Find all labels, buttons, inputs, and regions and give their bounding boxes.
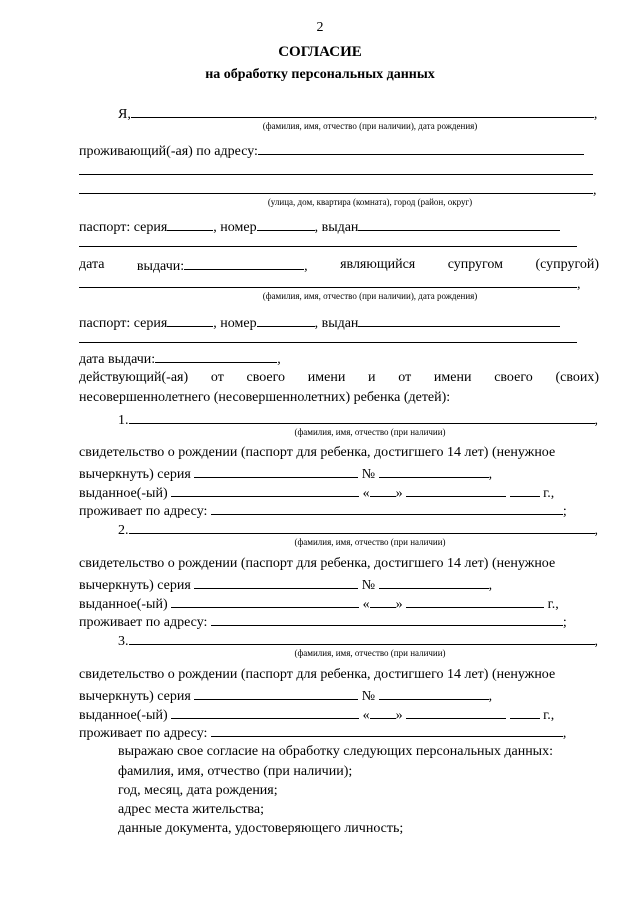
applicant-address-line-2[interactable]: [79, 174, 593, 175]
lives-label: проживает по адресу:: [79, 615, 208, 630]
word: от: [210, 370, 224, 385]
consent-item: адрес места жительства;: [118, 802, 264, 817]
applicant-passport-line-2[interactable]: [79, 246, 577, 247]
year-label: г.,: [547, 597, 559, 612]
child-1-cert-series-field[interactable]: [194, 464, 358, 478]
child-1-month-field[interactable]: [406, 483, 506, 497]
spouse-passport-line-2[interactable]: [79, 342, 577, 343]
quote: «: [362, 708, 370, 723]
word: супругом: [447, 257, 504, 272]
child-3-issued-row: [79, 705, 554, 724]
comma: ,: [594, 523, 598, 538]
quote: »: [395, 486, 403, 501]
issue-date-label: дата выдачи:: [79, 352, 156, 367]
applicant-fio-field[interactable]: [131, 104, 594, 118]
child-1-address-field[interactable]: [211, 501, 563, 515]
passport-number-label: , номер: [213, 316, 257, 331]
spouse-fio-field[interactable]: [79, 274, 577, 288]
child-2-date-field[interactable]: [406, 594, 544, 608]
consent-item: фамилия, имя, отчество (при наличии);: [118, 764, 353, 779]
semicolon: ;: [562, 615, 567, 630]
child-3-month-field[interactable]: [406, 705, 506, 719]
acting-line-2: несовершеннолетнего (несовершеннолетних) ребенка (детей):: [79, 390, 451, 405]
applicant-passport-number-field[interactable]: [257, 217, 315, 231]
word: и: [368, 370, 376, 385]
child-2-address-field[interactable]: [211, 612, 563, 626]
child-2-cert-row: вычеркнуть) серия № ,: [79, 575, 492, 594]
issued-label: выданное(-ый): [79, 486, 168, 501]
applicant-issue-date-field[interactable]: [184, 256, 304, 270]
issue-date-label: выдачи:: [136, 259, 185, 274]
spouse-issue-date-field[interactable]: [155, 349, 277, 363]
child-1-issued-row: [79, 483, 554, 502]
word: дата: [79, 257, 105, 272]
child-3-year-field[interactable]: [510, 705, 540, 719]
applicant-address-field[interactable]: [258, 141, 584, 155]
spouse-passport-row: [79, 313, 560, 332]
cert-number-label: №: [361, 578, 376, 593]
child-1-fio-field[interactable]: [129, 410, 595, 424]
child-2-cert-line-1: свидетельство о рождении (паспорт для ребенка, достигшего 14 лет) (ненужное: [79, 556, 556, 571]
child-3-cert-number-field[interactable]: [379, 686, 489, 700]
child-1-cert-row: вычеркнуть) серия № ,: [79, 464, 492, 483]
word: от: [398, 370, 412, 385]
applicant-address-line-3[interactable]: [79, 180, 593, 194]
spouse-issue-date-row: дата выдачи: ,: [79, 349, 281, 368]
year-label: г.,: [543, 486, 555, 501]
applicant-passport-series-field[interactable]: [167, 217, 213, 231]
quote: «: [362, 486, 370, 501]
passport-series-label: паспорт: серия: [79, 220, 168, 235]
spouse-fio-note: (фамилия, имя, отчество (при наличии), дата рождения): [262, 291, 478, 301]
word: являющийся: [340, 257, 416, 272]
passport-issued-label: , выдан: [314, 220, 359, 235]
passport-number-label: , номер: [213, 220, 257, 235]
document-title: СОГЛАСИЕ: [278, 44, 362, 60]
child-1-issued-by-field[interactable]: [171, 483, 359, 497]
child-1-day-field[interactable]: [370, 483, 396, 497]
comma: ,: [594, 634, 598, 649]
cert-series-label: вычеркнуть) серия: [79, 578, 191, 593]
acting-row: [79, 369, 599, 386]
child-3-address-field[interactable]: [211, 723, 563, 737]
child-2-address-row: [79, 612, 567, 631]
word: (супругой): [535, 257, 599, 272]
child-1-cert-line-1: свидетельство о рождении (паспорт для ребенка, достигшего 14 лет) (ненужное: [79, 445, 556, 460]
quote: «: [362, 597, 370, 612]
child-number: 3.: [118, 634, 129, 649]
child-3-fio-field[interactable]: [129, 631, 595, 645]
passport-series-label: паспорт: серия: [79, 316, 168, 331]
child-1-year-field[interactable]: [510, 483, 540, 497]
spouse-passport-number-field[interactable]: [257, 313, 315, 327]
applicant-address-note: (улица, дом, квартира (комната), город (район, округ): [267, 197, 473, 207]
word: действующий(-ая): [79, 370, 189, 385]
word: (своих): [555, 370, 599, 385]
word: имени: [307, 370, 346, 385]
child-1-fio-note: (фамилия, имя, отчество (при наличии): [294, 427, 446, 437]
consent-item: год, месяц, дата рождения;: [118, 783, 278, 798]
cert-number-label: №: [361, 689, 376, 704]
child-3-cert-series-field[interactable]: [194, 686, 358, 700]
word: своего: [494, 370, 533, 385]
child-number: 1.: [118, 413, 129, 428]
consent-intro: выражаю свое согласие на обработку следующих персональных данных:: [118, 744, 553, 759]
spouse-row: дата выдачи: , являющийся супругом (супругой): [79, 257, 599, 274]
document-subtitle: на обработку персональных данных: [205, 67, 435, 82]
child-3-cert-row: вычеркнуть) серия № ,: [79, 686, 492, 705]
child-3-cert-line-1: свидетельство о рождении (паспорт для ребенка, достигшего 14 лет) (ненужное: [79, 667, 556, 682]
year-label: г.,: [543, 708, 555, 723]
passport-issued-label: , выдан: [314, 316, 359, 331]
child-3-day-field[interactable]: [370, 705, 396, 719]
issued-label: выданное(-ый): [79, 597, 168, 612]
child-2-fio-note: (фамилия, имя, отчество (при наличии): [294, 537, 446, 547]
child-3-fio-note: (фамилия, имя, отчество (при наличии): [294, 648, 446, 658]
spouse-passport-series-field[interactable]: [167, 313, 213, 327]
issued-label: выданное(-ый): [79, 708, 168, 723]
consent-item: данные документа, удостоверяющего личность;: [118, 821, 404, 836]
word: своего: [246, 370, 286, 385]
child-2-fio-field[interactable]: [129, 520, 595, 534]
child-2-issued-by-field[interactable]: [171, 594, 359, 608]
child-1-address-row: [79, 501, 567, 520]
child-2-day-field[interactable]: [370, 594, 396, 608]
child-1-cert-number-field[interactable]: [379, 464, 489, 478]
child-number: 2.: [118, 523, 129, 538]
child-3-issued-by-field[interactable]: [171, 705, 359, 719]
child-2-cert-series-field[interactable]: [194, 575, 358, 589]
applicant-address-row: [79, 141, 584, 160]
applicant-passport-row: [79, 217, 560, 236]
semicolon: ;: [562, 504, 567, 519]
lives-label: проживает по адресу:: [79, 726, 208, 741]
lives-label: проживает по адресу:: [79, 504, 208, 519]
quote: »: [395, 597, 403, 612]
cert-series-label: вычеркнуть) серия: [79, 689, 191, 704]
applicant-fio-note: (фамилия, имя, отчество (при наличии), дата рождения): [262, 121, 478, 131]
applicant-passport-issued-field[interactable]: [358, 217, 560, 231]
comma: ,: [594, 413, 598, 428]
address-label: проживающий(-ая) по адресу:: [79, 144, 258, 159]
comma: ,: [593, 183, 597, 198]
cert-series-label: вычеркнуть) серия: [79, 467, 191, 482]
ya-label: Я,: [118, 107, 131, 122]
child-2-cert-number-field[interactable]: [379, 575, 489, 589]
child-3-address-row: [79, 723, 566, 742]
word: имени: [433, 370, 472, 385]
cert-number-label: №: [361, 467, 376, 482]
comma: ,: [577, 277, 581, 292]
page-number: 2: [316, 20, 324, 35]
quote: »: [395, 708, 403, 723]
comma: ,: [562, 726, 567, 741]
spouse-passport-issued-field[interactable]: [358, 313, 560, 327]
comma: ,: [593, 107, 598, 122]
child-2-issued-row: [79, 594, 559, 613]
